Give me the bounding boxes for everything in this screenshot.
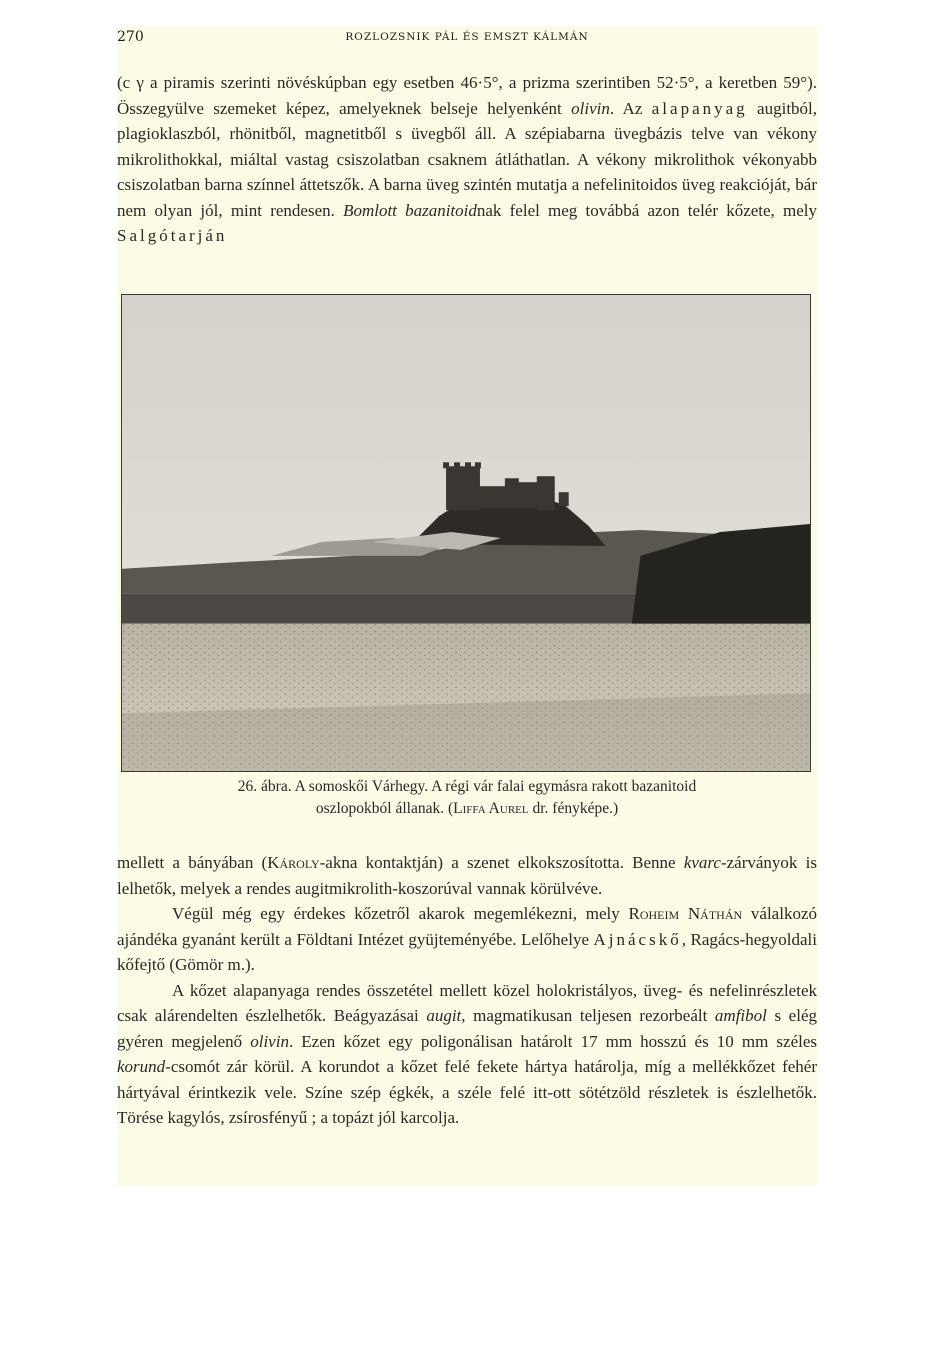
spaced-place-name: Salgótarján — [117, 226, 228, 245]
text-run: A kőzet alapanyaga rendes összetétel mellett közel holokristályos, üveg- és nefelinrészletek csak alárendelten észlelhetők. Beágyazásai — [117, 980, 817, 1025]
text-run: augitból, plagioklaszból, rhönitből, magnetitből s üvegből áll. A szépiabarna üvegbázis telve van vékony mikrolithokkal, miáltal vastag csiszolatban csaknem átláthatlan. A vékony mikrolithok vékonyabb csiszolatban barna színnel áttetszők. A barna üveg szintén mutatja a nefelinitoidos üveg reakcióját, bár nem olyan jól, mint rendesen. — [117, 98, 818, 220]
text-run: . Az — [609, 98, 652, 118]
text-run: (c γ a piramis szerinti növéskúpban egy esetben 46·5°, a prizma szerintiben 52·5°, a keretben 59°). Összegyülve szemeket képez, amelyeknek belseje helyenként — [117, 73, 817, 118]
book-page — [117, 26, 817, 1186]
spaced-place-name: Ajnácskő — [593, 929, 682, 949]
caption-line-2 — [147, 798, 787, 820]
text-after-figure — [117, 850, 817, 1131]
person-name: Roheim Náthán — [628, 904, 743, 923]
spaced-term: alapanyag — [651, 98, 748, 118]
text-run: dr. fényképe.) — [528, 800, 619, 817]
page-number: 270 — [117, 29, 144, 45]
italic-term: olivin — [571, 98, 610, 118]
text-run: , Ragács-hegyoldali kőfejtő (Gömör m.). — [117, 929, 817, 974]
castle-hill-photo — [122, 295, 810, 771]
text-run: -zárványok is lelhetők, melyek a rendes augitmikrolith-koszorúval vannak körülvéve. — [117, 853, 817, 898]
italic-term: amfibol — [714, 1006, 767, 1025]
page-header — [117, 29, 817, 51]
caption-line-1: 26. ábra. A somoskői Várhegy. A régi vár falai egymásra rakott bazanitoid — [237, 778, 697, 795]
italic-term: kvarc — [683, 853, 721, 872]
text-run: -akna kontaktján) a szenet elkokszosította. Benne — [319, 853, 684, 872]
text-run: nak felel meg továbbá azon telér kőzete, mely — [476, 200, 817, 220]
figure-photograph — [121, 294, 811, 772]
italic-term: augit — [426, 1006, 462, 1025]
paragraph-1 — [117, 70, 817, 249]
figure-caption — [147, 776, 787, 820]
text-run: oszlopokból állanak. ( — [315, 800, 454, 817]
text-run: válalkozó ajándéka gyanánt került a Földtani Intézet gyüjteményébe. Lelőhelye — [117, 904, 817, 949]
photographer-name: Liffa Aurel — [453, 800, 529, 817]
text-run: mellett a bányában ( — [117, 853, 268, 872]
italic-term: Bomlott bazanitoid — [343, 200, 477, 220]
text-run: s elég gyéren megjelenő — [117, 1006, 817, 1051]
text-run: , magmatikusan teljesen rezorbeált — [461, 1006, 715, 1025]
italic-term: olivin — [250, 1031, 289, 1051]
mine-name: Károly — [267, 853, 320, 872]
text-run: Végül még egy érdekes kőzetről akarok megemlékezni, mely — [172, 904, 629, 923]
paragraph-2 — [117, 850, 817, 901]
paragraph-3 — [117, 901, 817, 978]
text-run: . Ezen kőzet egy poligonálisan határolt 17 mm hosszú és 10 mm széles — [288, 1031, 817, 1051]
italic-term: korund — [117, 1057, 166, 1076]
paragraph-4 — [117, 978, 817, 1131]
running-head: ROZLOZSNIK PÁL ÉS EMSZT KÁLMÁN — [345, 31, 589, 43]
text-run: -csomót zár körül. A korundot a kőzet felé fekete hártya határolja, míg a mellékkőzet fehér hártyával érintkezik vele. Színe szép égkék, a széle felé itt-ott sötétzöld részletek is észlelhetők. Törése kagylós, zsírosfényű ; a topázt jól karcolja. — [117, 1057, 817, 1127]
